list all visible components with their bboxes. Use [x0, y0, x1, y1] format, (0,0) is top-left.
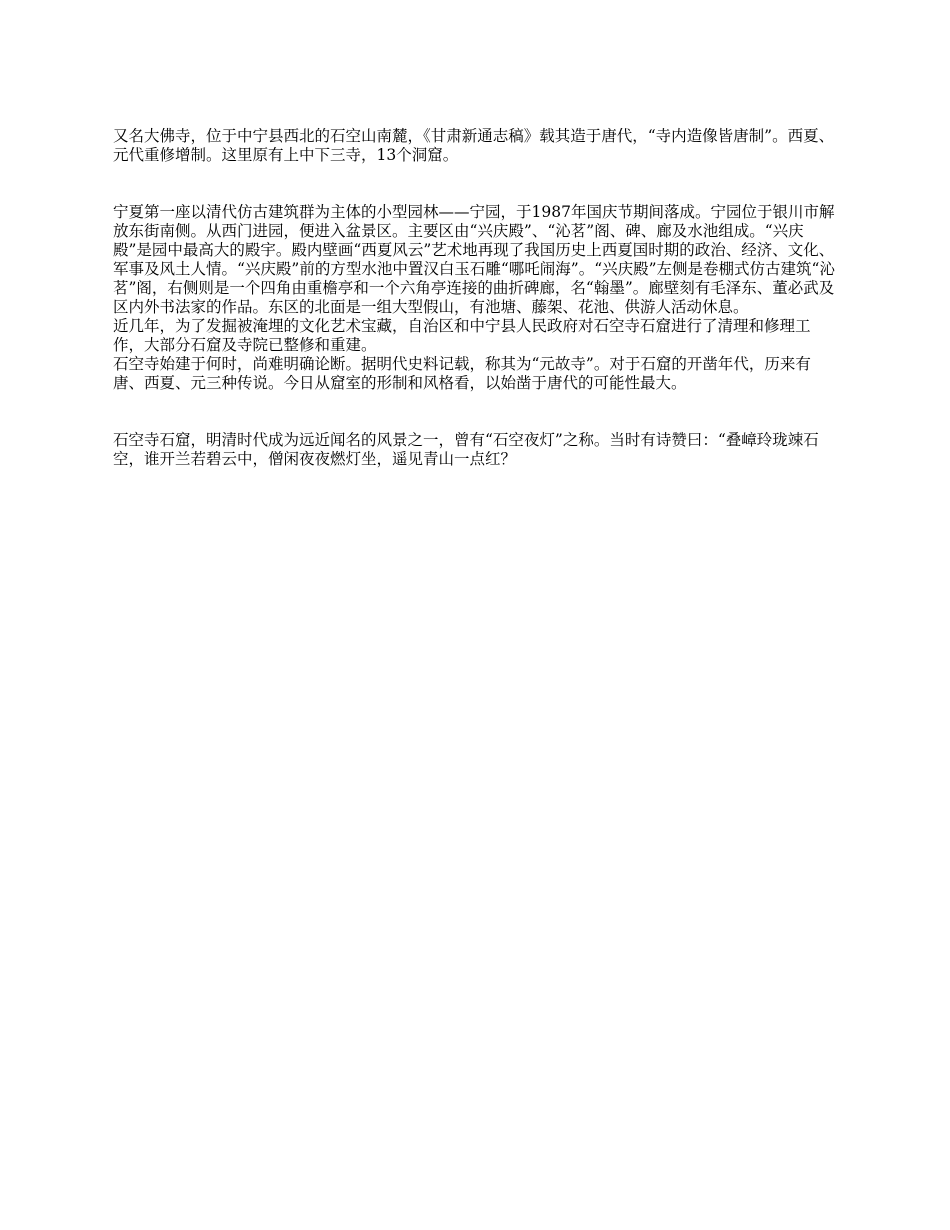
paragraph-ningyuan: 宁夏第一座以清代仿古建筑群为主体的小型园林——宁园，于1987年国庆节期间落成。宁园位于银川市解放东街南侧。从西门进园，便进入盆景区。主要区由“兴庆殿”、“沁茗”阁、碑、廊及水池组成。“兴庆殿”是园中最高大的殿宇。殿内壁画“西夏风云”艺术地再现了我国历史上西夏国时期的政治、经济、文化、军事及风土人情。“兴庆殿”前的方型水池中置汉白玉石雕“哪吒闹海”。“兴庆殿”左侧是卷棚式仿古建筑“沁茗”阁，右侧则是一个四角由重檐亭和一个六角亭连接的曲折碑廊，名“翰墨”。廊壁刻有毛泽东、董必武及区内外书法家的作品。东区的北面是一组大型假山，有池塘、藤架、花池、供游人活动休息。: [113, 203, 835, 316]
paragraph-gap: [113, 165, 840, 203]
paragraph-intro: 又名大佛寺，位于中宁县西北的石空山南麓，《甘肃新通志稿》载其造于唐代，“寺内造像皆唐制”。西夏、元代重修增制。这里原有上中下三寺，13个洞窟。: [113, 127, 835, 164]
paragraph-restoration: 近几年，为了发掘被淹埋的文化艺术宝藏，自治区和中宁县人民政府对石空寺石窟进行了清理和修理工作，大部分石窟及寺院已整修和重建。: [113, 317, 811, 354]
paragraph-history: 石空寺始建于何时，尚难明确论断。据明代史料记载，称其为“元故寺”。对于石窟的开凿年代，历来有唐、西夏、元三种传说。今日从窟室的形制和风格看，以始凿于唐代的可能性最大。: [113, 355, 811, 392]
paragraph-poem: 石空寺石窟，明清时代成为远近闻名的风景之一，曾有“石空夜灯”之称。当时有诗赞曰：“叠嶂玲珑竦石空，谁开兰若碧云中，僧闲夜夜燃灯坐，遥见青山一点红？: [113, 431, 819, 468]
document-page: [113, 127, 840, 469]
paragraph-gap: [113, 393, 840, 431]
